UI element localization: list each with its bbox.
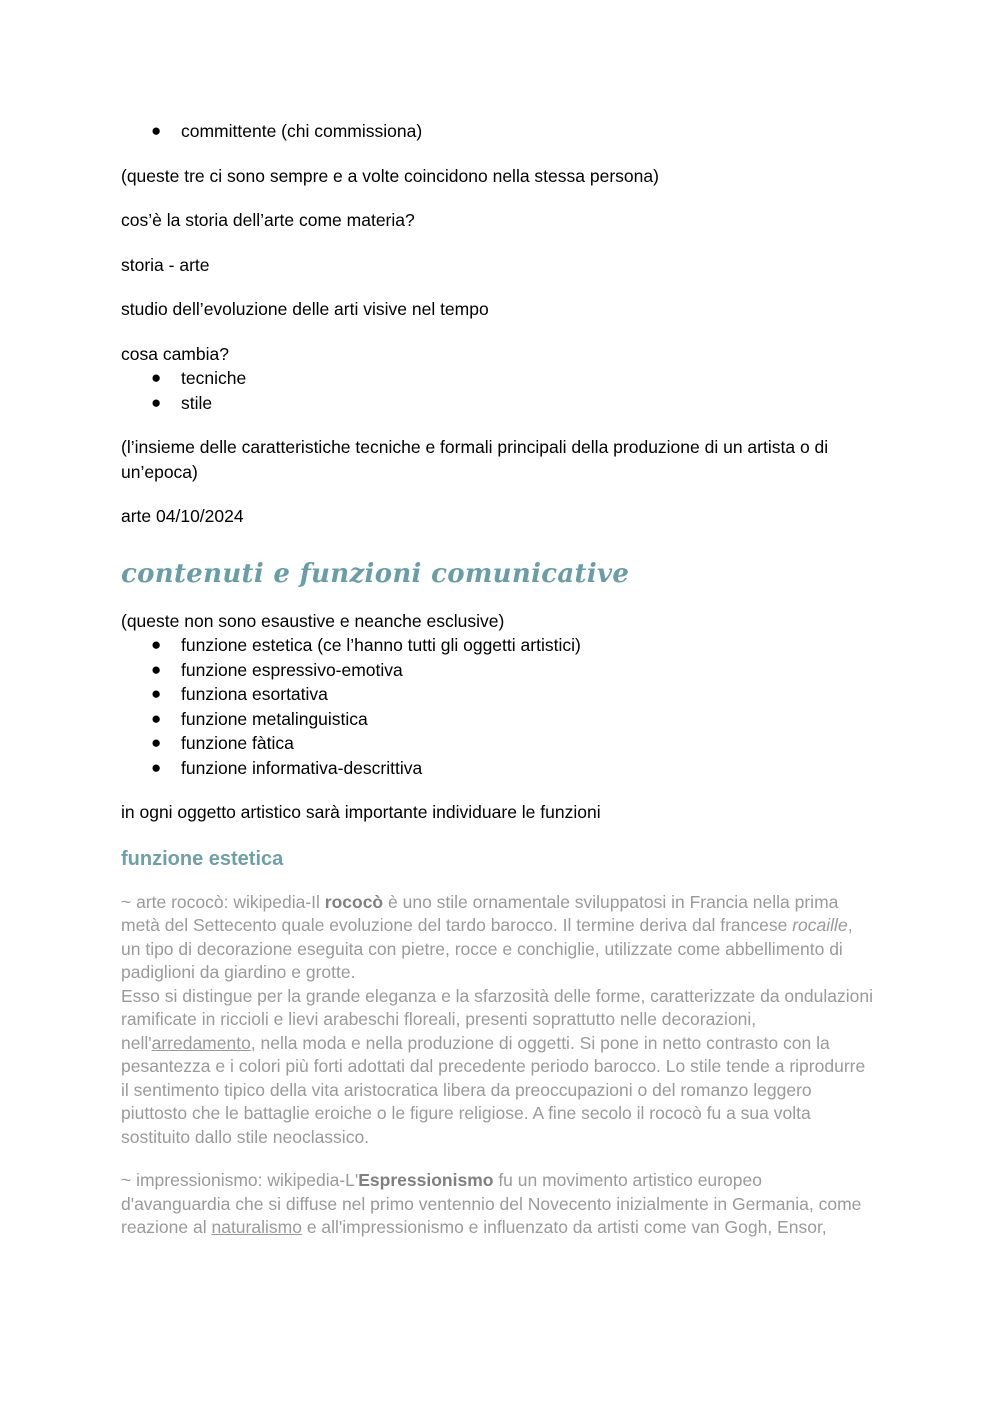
quoted-paragraph-rococo: ~ arte rococò: wikipedia-Il rococò è uno stile ornamentale sviluppatosi in Francia nella prima metà del Settecento quale evoluzione del tardo barocco. Il termine deriva dal francese rocaille, un tipo di decorazione eseguita con pietre, rocce e conchiglie, utilizzate come abbellimento di padiglioni da giardino e grotte. Esso si distingue per la grande eleganza e la sfarzosità delle forme, caratterizzate da ondulazioni ramificate in riccioli e lievi arabeschi floreali, presenti soprattutto nelle decorazioni, nell'arredamento, nella moda e nella produzione di oggetti. Si pone in netto contrasto con la pesantezza e i colori più forti adottati dal precedente periodo barocco. Lo stile tende a riprodurre il sentimento tipico della vita aristocratica libera da preoccupazioni o del romanzo leggero piuttosto che le battaglie eroiche o le figure religiose. A fine secolo il rococò fu a sua volta sostituito dallo stile neoclassico. [121,891,873,1147]
bold-term: rococò [324,891,384,912]
bullet-list-top [121,119,886,144]
section-heading: contenuti e funzioni comunicative [121,558,630,589]
italic-term: rocaille [792,915,848,935]
paragraph-line: (l’insieme delle caratteristiche tecniche e formali principali della produzione di un artista o di [121,437,829,457]
bullet-icon: ● [151,635,162,654]
link-naturalismo[interactable]: naturalismo [211,1217,302,1237]
bullet-icon: ● [151,121,162,140]
bullet-icon: ● [151,392,162,412]
paragraph [121,435,886,484]
paragraph: storia - arte [121,254,210,275]
list-item: ● funziona esortativa [121,682,886,707]
list-item: ● stile [121,391,886,416]
quoted-paragraph-espressionismo: ~ impressionismo: wikipedia-L'Espressionismo fu un movimento artistico europeo d'avanguardia che si diffuse nel primo ventennio del Novecento inizialmente in Germania, come reazione al naturalismo e all'impressionismo e influenzato da artisti come van Gogh, Ensor, [121,1170,862,1237]
list-item: ● funzione metalinguistica [121,707,886,732]
bullet-icon: ● [151,684,162,703]
document-page [121,119,886,1240]
paragraph: (queste non sono esaustive e neanche esclusive) [121,610,505,631]
subsection-heading: funzione estetica [121,847,284,870]
list-item: ● funzione estetica (ce l’hanno tutti gli oggetti artistici) [121,633,886,658]
paragraph-line: un’epoca) [121,461,198,482]
bullet-icon: ● [151,368,162,387]
bullet-icon: ● [151,757,162,777]
list-item: ● funzione fàtica [121,731,886,756]
paragraph: (queste tre ci sono sempre e a volte coincidono nella stessa persona) [121,165,659,186]
list-item: ● committente (chi commissiona) [121,119,886,144]
bullet-list-changes [121,366,886,415]
link-arredamento[interactable]: arredamento [151,1032,251,1053]
bullet-list-functions [121,633,886,780]
list-item: ● funzione espressivo-emotiva [121,658,886,683]
paragraph: cosa cambia? [121,343,229,364]
bold-term: Espressionismo [358,1170,494,1190]
list-item: ● tecniche [121,366,886,391]
bullet-icon: ● [151,733,162,752]
list-item: ● funzione informativa-descrittiva [121,756,886,781]
paragraph: in ogni oggetto artistico sarà importante individuare le funzioni [121,802,601,822]
date-line: arte 04/10/2024 [121,506,244,526]
paragraph: cos’è la storia dell’arte come materia? [121,210,415,230]
bullet-icon: ● [151,659,162,679]
bullet-icon: ● [151,708,162,728]
paragraph: studio dell’evoluzione delle arti visive nel tempo [121,299,489,319]
